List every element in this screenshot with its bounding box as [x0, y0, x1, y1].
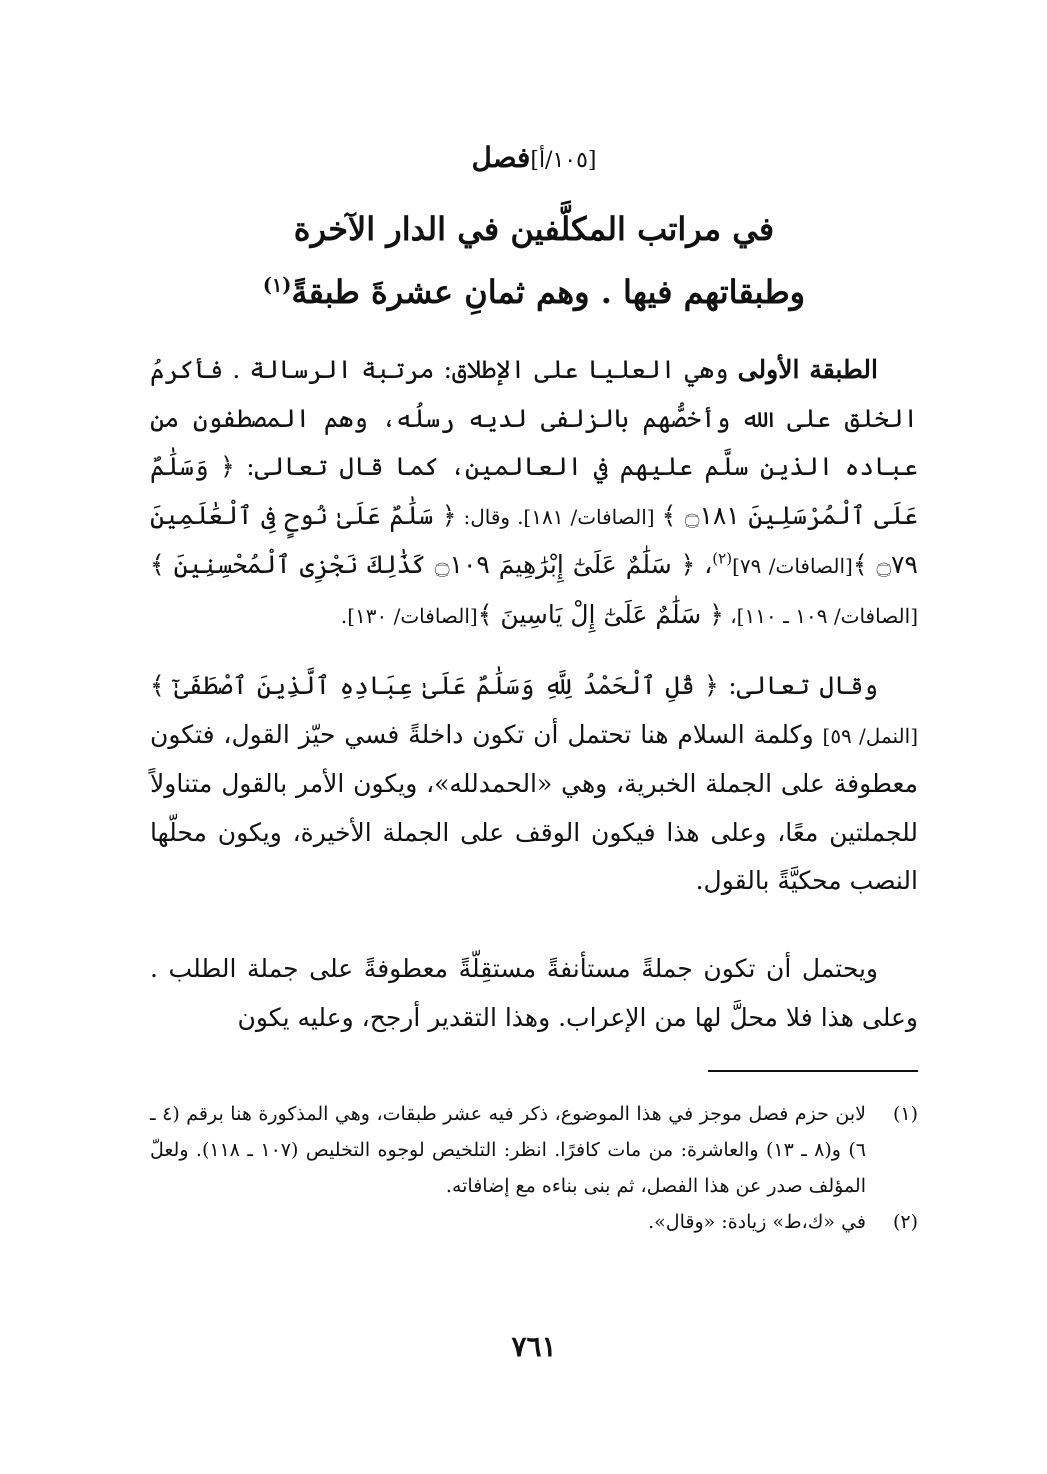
footnote-2-text: في «ك،ط» زيادة: «وقال». [648, 1211, 866, 1233]
footnotes [150, 1096, 918, 1240]
section-label: فصل [471, 141, 531, 174]
verse-citation-5: [النمل/ ٥٩] [822, 723, 918, 748]
footnote-1-number: (١) [892, 1103, 918, 1125]
footnote-ref-1: (١) [262, 273, 292, 297]
manuscript-folio-ref: [١٠٥/أ] [530, 148, 597, 173]
quran-verse-1: ﴿ وَسَلَٰمٌ عَلَى ٱلْمُرْسَلِينَ ۝١٨١ ﴾ [150, 452, 919, 530]
chapter-title-line-2 [150, 268, 918, 316]
verse-citation-4: [الصافات/ ١٣٠]. [340, 603, 478, 628]
chapter-title-line-2-text: وطبقاتهم فيها . وهم ثمانِ عشرةَ طبقةً [291, 273, 806, 311]
footnote-1-text: لابن حزم فصل موجز في هذا الموضوع، ذكر فيه عشر طبقات، وهي المذكورة هنا برقم (٤ ـ ٦) و(٨ ـ ١٣) والعاشرة: من مات كافرًا. انظر: التلخيص لوجوه التخليص (١٠٧ ـ ١١٨). ولعلّ المؤلف صدر عن هذا الفصل، ثم بنى بناءه مع إضافاته. [150, 1103, 867, 1197]
paragraph-2-text-a: وقال تعالى: [718, 671, 878, 700]
quran-verse-5: ﴿ قُلِ ٱلْحَمْدُ لِلَّهِ وَسَلَٰمٌ عَلَىٰ عِبَادِهِ ٱلَّذِينَ ٱصْطَفَىٰٓ ﴾ [150, 671, 719, 700]
quran-verse-3: ﴿ سَلَٰمٌ عَلَىٰٓ إِبْرَٰهِيمَ ۝١٠٩ كَذَٰلِكَ نَجْزِى ٱلْمُحْسِنِينَ ﴾ [150, 550, 696, 579]
paragraph-1-text-a: وهي العليا على الإطلاق: مرتبة الرسالة . فأكرمُ الخلق على الله وأخصُّهم بالزلفى لديه رسلُه، وهم المصطفون من عباده الذين سلَّم عليهم في العالمين، كما قال تعالى: [150, 355, 918, 481]
footnote-2-number: (٢) [892, 1211, 918, 1233]
paragraph-2 [150, 662, 918, 906]
footnote-ref-2: (٢) [712, 549, 733, 568]
paragraph-2-text-b: وكلمة السلام هنا تحتمل أن تكون داخلةً فسي حيّز القول، فتكون معطوفة على الجملة الخبرية، وهي «الحمدلله»، ويكون الأمر بالقول متناولاً للجملتين معًا، وعلى هذا فيكون الوقف على الجملة الأخيرة، ويكون محلّها النصب محكيَّةً بالقول. [150, 719, 918, 895]
section-heading [150, 138, 918, 181]
verse-citation-1: [الصافات/ ١٨١]. وقال: [456, 504, 662, 529]
footnote-2 [150, 1204, 918, 1240]
quran-verse-4: ﴿ سَلَٰمٌ عَلَىٰٓ إِلْ يَاسِينَ ﴾ [477, 599, 724, 629]
paragraph-3: ويحتمل أن تكون جملةً مستأنفةً مستقِلّةً معطوفةً على جملة الطلب . وعلى هذا فلا محلَّ لها من الإعراب. وهذا التقدير أرجح، وعليه يكون [150, 954, 918, 1032]
verse-citation-3: [الصافات/ ١٠٩ ـ ١١٠]، [723, 603, 918, 628]
quran-verse-2: ﴿ سَلَٰمٌ عَلَىٰ نُوحٍ فِى ٱلْعَٰلَمِينَ ۝٧٩ ﴾ [150, 500, 918, 579]
paragraph-1-lead: الطبقة الأولى [737, 355, 878, 384]
footnote-separator [708, 1070, 918, 1072]
footnote-1 [150, 1096, 918, 1204]
paragraph-1-text-b: ، [695, 550, 713, 579]
page-number: ٧٦١ [511, 1330, 557, 1363]
verse-citation-2: [الصافات/ ٧٩] [732, 554, 853, 578]
chapter-title-line-1: في مراتب المكلَّفين في الدار الآخرة [293, 210, 775, 248]
paragraph-1 [150, 346, 918, 640]
